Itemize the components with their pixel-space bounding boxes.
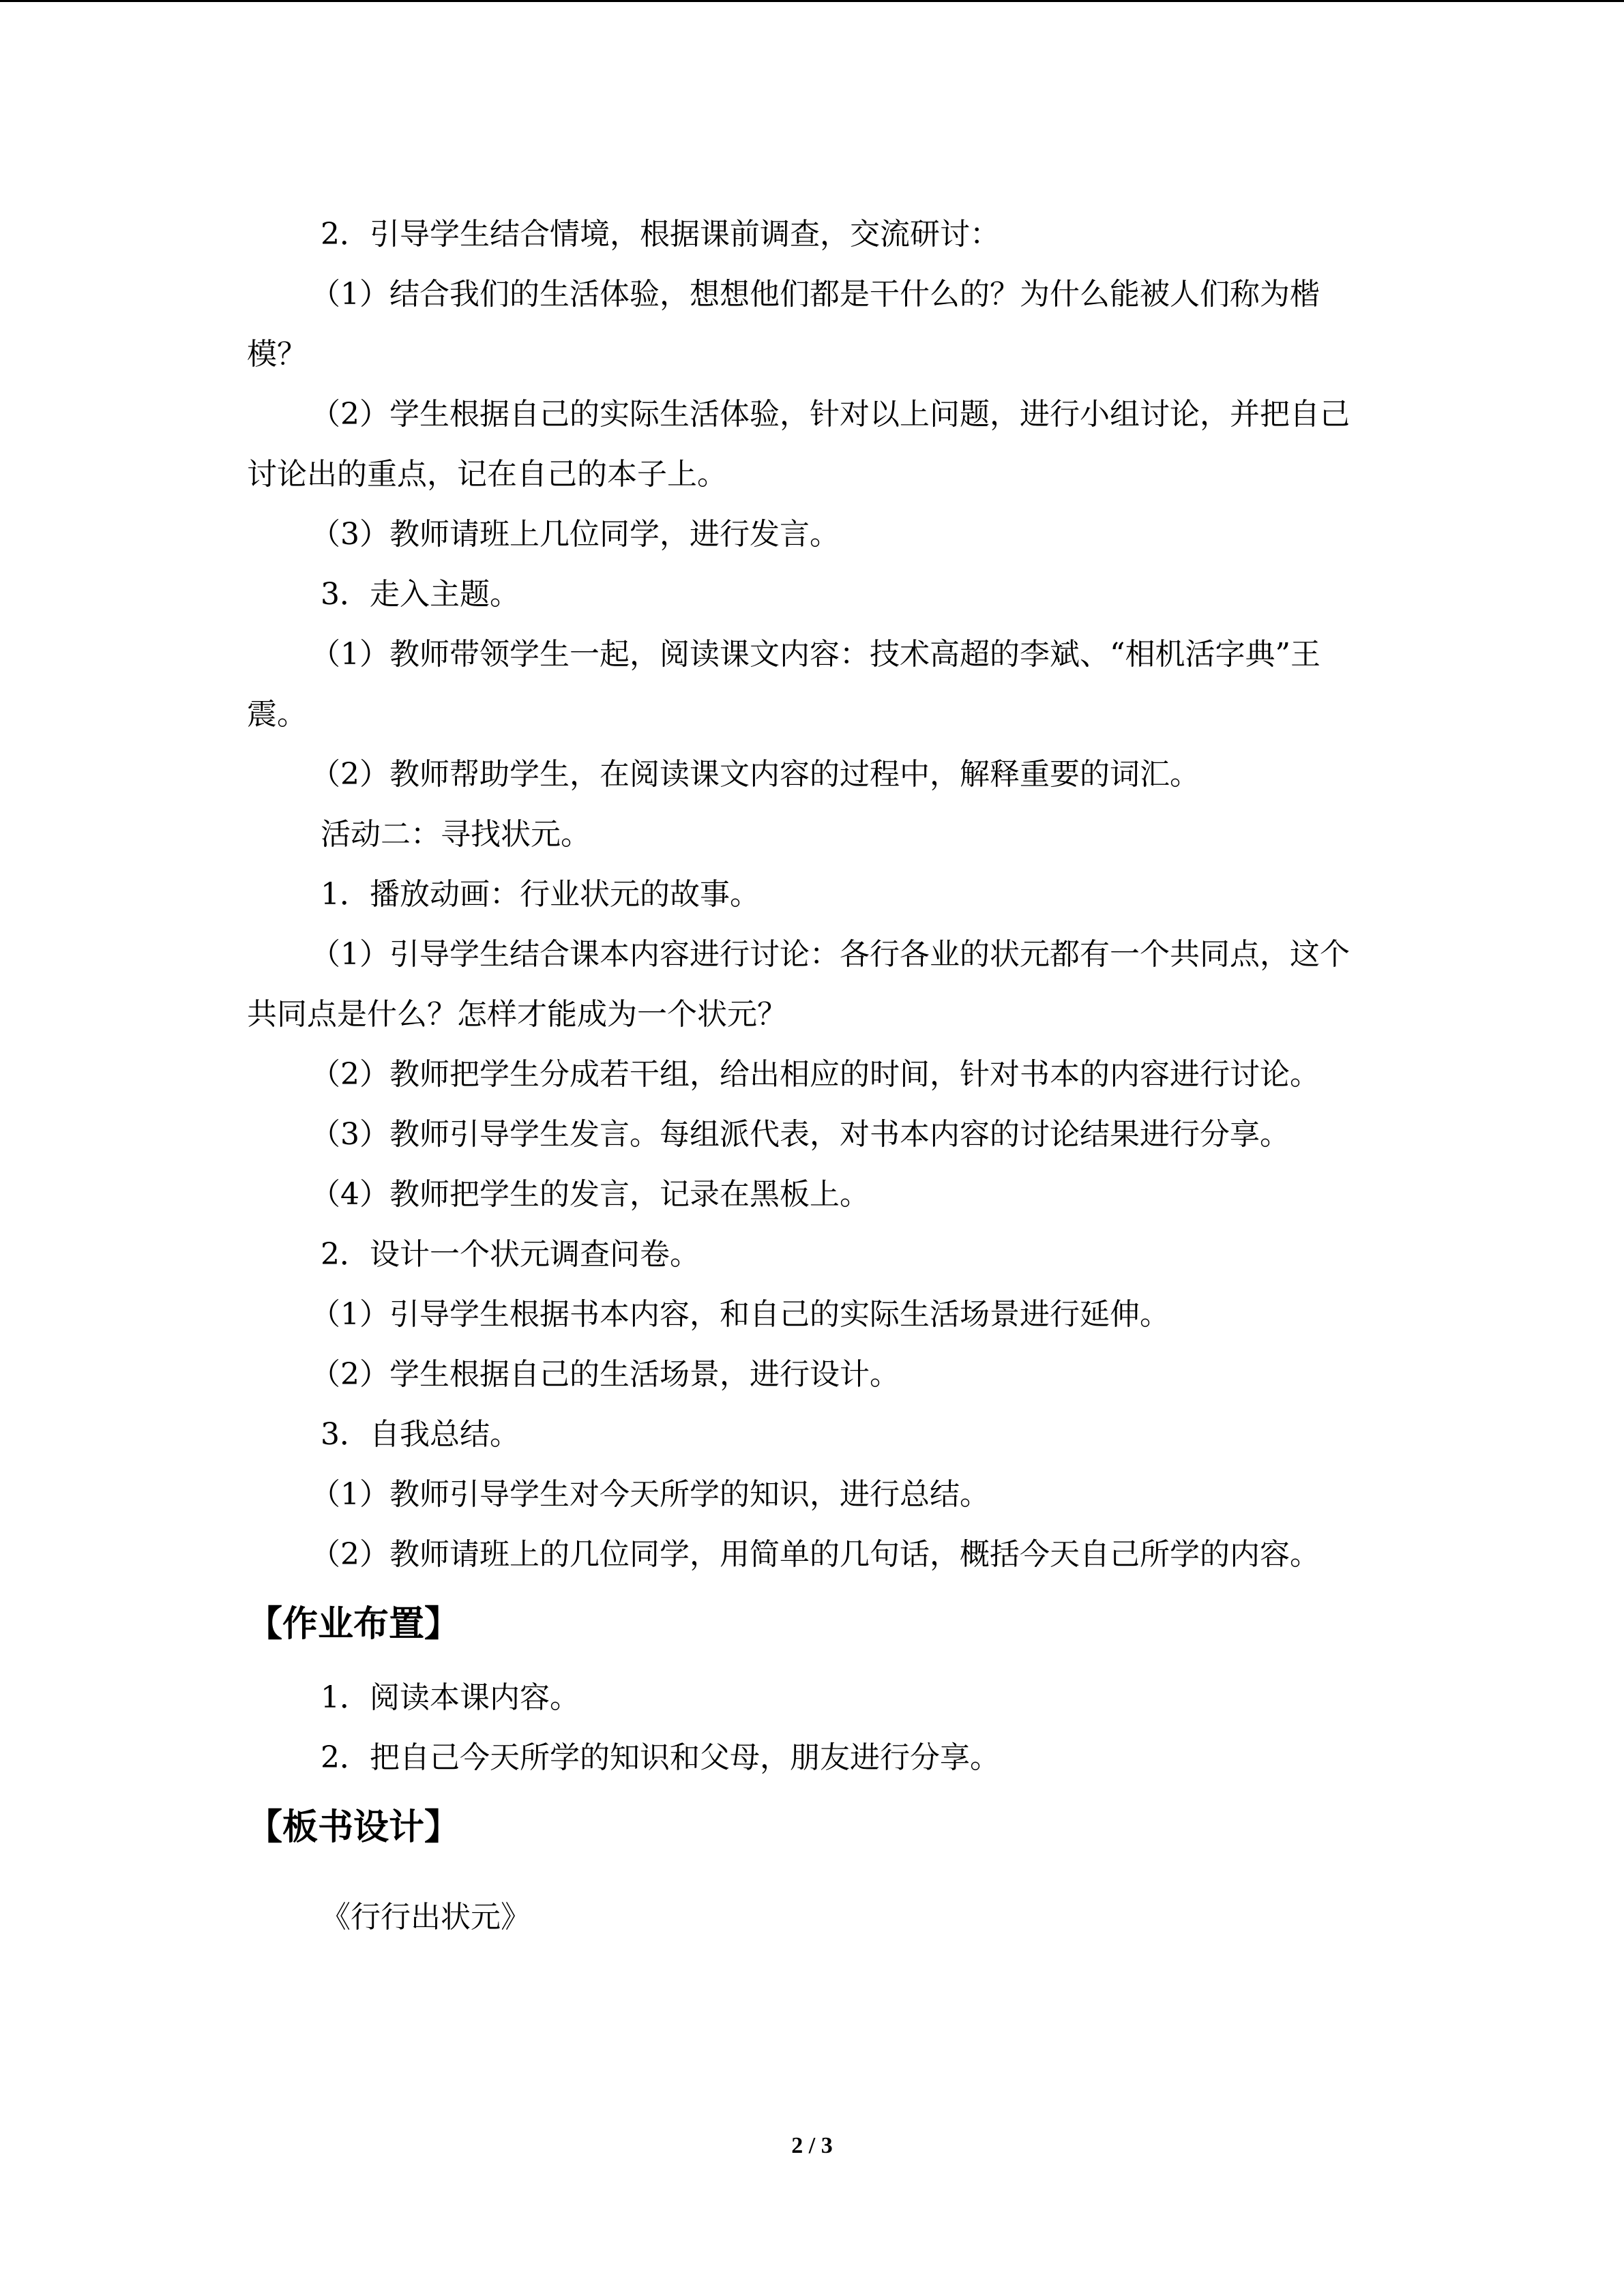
step-paragraph: 2．引导学生结合情境，根据课前调查，交流研讨：: [321, 217, 1000, 252]
board-design-heading: 【板书设计】: [247, 1807, 460, 1848]
sub-step-paragraph: （1）教师带领学生一起，阅读课文内容：技术高超的李斌、“相机活字典”王震。: [247, 637, 1320, 732]
homework-heading: 【作业布置】: [247, 1604, 460, 1645]
page-number: 2 / 3: [791, 2133, 833, 2158]
sub-step-paragraph: （2）学生根据自己的生活场景，进行设计。: [310, 1357, 900, 1392]
sub-step-paragraph: （2）学生根据自己的实际生活体验，针对以上问题，进行小组讨论，并把自己讨论出的重点，记在自己的本子上。: [247, 397, 1350, 492]
step-paragraph: 3．走入主题。: [321, 577, 520, 612]
board-design-title: 《行行出状元》: [321, 1900, 531, 1935]
sub-step-paragraph: （1）引导学生根据书本内容，和自己的实际生活场景进行延伸。: [310, 1297, 1170, 1332]
sub-step-paragraph: （2）教师帮助学生，在阅读课文内容的过程中，解释重要的词汇。: [310, 757, 1200, 792]
activity-title: 活动二：寻找状元。: [321, 817, 591, 852]
homework-item: 2．把自己今天所学的知识和父母，朋友进行分享。: [321, 1740, 1000, 1775]
sub-step-paragraph: （1）引导学生结合课本内容进行讨论：各行各业的状元都有一个共同点，这个共同点是什么？怎样才能成为一个状元？: [247, 937, 1350, 1032]
sub-step-paragraph: （3）教师引导学生发言。每组派代表，对书本内容的讨论结果进行分享。: [310, 1117, 1290, 1152]
homework-item: 1．阅读本课内容。: [321, 1680, 580, 1715]
sub-step-paragraph: （3）教师请班上几位同学，进行发言。: [310, 517, 840, 552]
step-paragraph: 1．播放动画：行业状元的故事。: [321, 877, 760, 912]
sub-step-paragraph: （1）教师引导学生对今天所学的知识，进行总结。: [310, 1477, 990, 1512]
sub-step-paragraph: （2）教师请班上的几位同学，用简单的几句话，概括今天自己所学的内容。: [310, 1537, 1320, 1572]
sub-step-paragraph: （2）教师把学生分成若干组，给出相应的时间，针对书本的内容进行讨论。: [310, 1057, 1320, 1092]
step-paragraph: 3．自我总结。: [321, 1417, 520, 1452]
top-border-line: [0, 0, 1624, 2]
step-paragraph: 2．设计一个状元调查问卷。: [321, 1237, 700, 1272]
sub-step-paragraph: （1）结合我们的生活体验，想想他们都是干什么的？为什么能被人们称为楷模？: [247, 277, 1320, 372]
page-body: [247, 205, 1379, 1948]
sub-step-paragraph: （4）教师把学生的发言，记录在黑板上。: [310, 1177, 870, 1212]
